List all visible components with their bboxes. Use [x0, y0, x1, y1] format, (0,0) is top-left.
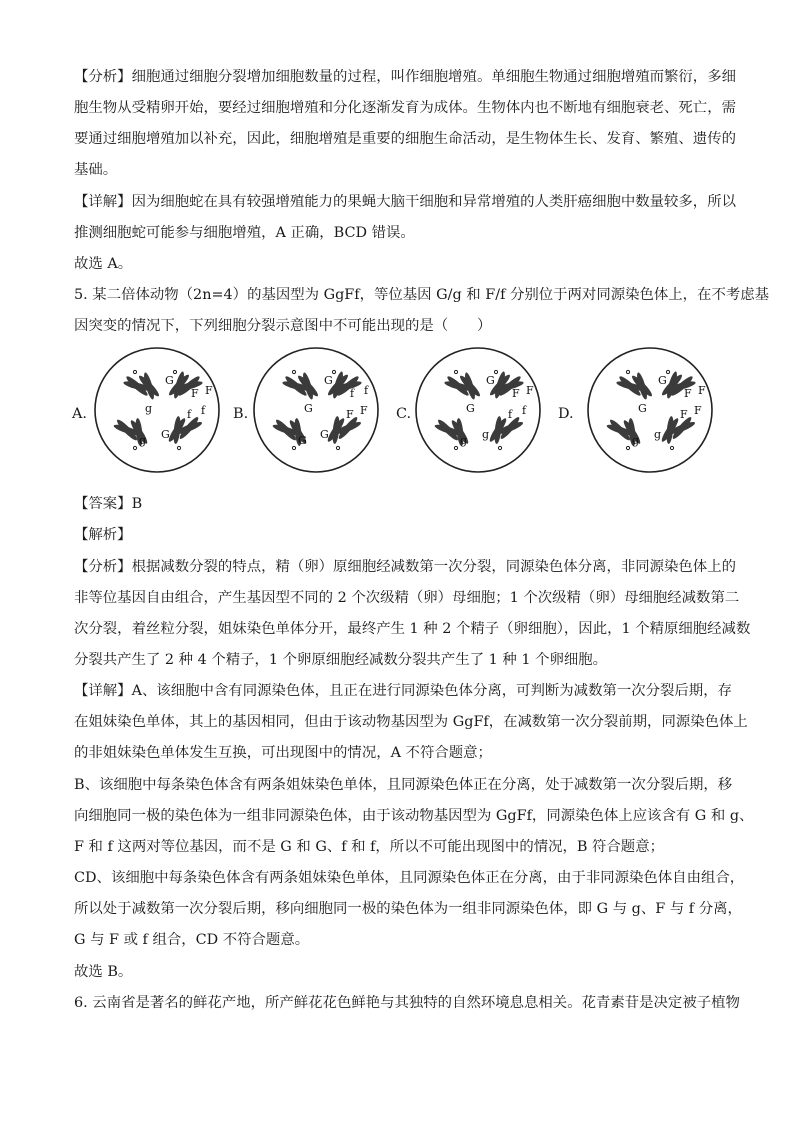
detail-line-2: 推测细胞蛇可能参与细胞增殖，A 正确，BCD 错误。 [74, 225, 415, 241]
gene-label: G [161, 428, 170, 441]
centromere-point [498, 446, 501, 449]
gene-label: F [694, 404, 702, 417]
centromere-point [133, 446, 136, 449]
detail-line-1: 【详解】因为细胞蛇在具有较强增殖能力的果蝇大脑干细胞和异常增殖的人类肝癌细胞中数量较多，所以 [74, 194, 736, 210]
answer-line: 【答案】B [74, 496, 143, 512]
option-b-label: B. [233, 406, 249, 422]
gene-label: g [482, 428, 490, 441]
gene-label: G [658, 374, 667, 387]
exp-detail-line-3: 的非姐妹染色单体发生互换，可出现图中的情况，A 不符合题意； [74, 745, 492, 761]
gene-label: f [187, 408, 192, 421]
cell-b [254, 348, 378, 472]
analysis-line-4: 基础。 [74, 162, 118, 178]
gene-label: G [304, 402, 313, 415]
option-d-label: D. [558, 406, 574, 422]
exp-detail-line-5: 向细胞同一极的染色体为一组非同源染色体，由于该动物基因型为 GgFf，同源染色体上应该含有 G 和 g、 [74, 808, 754, 824]
exp-detail-line-7: CD、该细胞中每条染色体含有两条姐妹染色单体，且同源染色体正在分离，由于非同源染色体自由组合， [74, 870, 745, 886]
gene-label: G [324, 374, 333, 387]
analysis-line-1: 【分析】细胞通过细胞分裂增加细胞数量的过程，叫作细胞增殖。单细胞生物通过细胞增殖而繁衍，多细 [74, 69, 736, 85]
gene-label: g [632, 434, 640, 447]
exp-analysis-line-3: 次分裂，着丝粒分裂，姐妹染色单体分开，最终产生 1 种 2 个精子（卵细胞），因此，1 个精原细胞经减数 [74, 621, 751, 637]
centromere-point [133, 370, 136, 373]
exp-analysis-line-1: 【分析】根据减数分裂的特点，精（卵）原细胞经减数第一次分裂，同源染色体分离，非同源染色体上的 [74, 559, 736, 575]
analysis-line-2: 胞生物从受精卵开始，要经过细胞增殖和分化逐渐发育为成体。生物体内也不断地有细胞衰老、死亡，需 [74, 100, 736, 116]
gene-label: G [165, 374, 174, 387]
gene-label: F [680, 408, 688, 421]
gene-label: F [205, 384, 213, 397]
centromere-point [336, 446, 339, 449]
gene-label: F [526, 384, 534, 397]
cell-c [416, 348, 540, 472]
gene-label: F [346, 408, 354, 421]
centromere-point [670, 446, 673, 449]
exp-choice-line: 故选 B。 [74, 964, 133, 980]
centromere-point [494, 370, 497, 373]
exp-detail-line-8: 所以处于减数第一次分裂后期，移向细胞同一极的染色体为一组非同源染色体，即 G 与 g、F 与 f 分离， [74, 901, 742, 917]
centromere-point [177, 446, 180, 449]
option-a-label: A. [72, 406, 87, 422]
gene-label: f [350, 387, 355, 400]
gene-label: f [522, 404, 527, 417]
gene-label: f [364, 384, 369, 397]
analysis-line-3: 要通过细胞增殖加以补充，因此，细胞增殖是重要的细胞生命活动，是生物体生长、发育、繁殖、遗传的 [74, 131, 736, 147]
centromere-point [332, 370, 335, 373]
exp-detail-line-9: G 与 F 或 f 组合，CD 不符合题意。 [74, 932, 310, 948]
gene-label: G [320, 428, 329, 441]
centromere-point [454, 446, 457, 449]
option-c-label: C. [396, 406, 412, 422]
gene-label: G [638, 402, 647, 415]
exp-analysis-line-2: 非等位基因自由组合，产生基因型不同的 2 个次级精（卵）母细胞；1 个次级精（卵）母细胞经减数第二 [74, 590, 740, 606]
question-5-line-1: 5. 某二倍体动物（2n=4）的基因型为 GgFf，等位基因 G/g 和 F/f 分别位于两对同源染色体上，在不考虑基 [74, 287, 770, 303]
exp-detail-line-4: B、该细胞中每条染色体含有两条姐妹染色单体，且同源染色体正在分离，处于减数第一次分裂后期，移 [74, 777, 733, 793]
gene-label: g [654, 428, 662, 441]
explanation-heading: 【解析】 [74, 527, 132, 543]
centromere-point [292, 370, 295, 373]
gene-label: F [360, 404, 368, 417]
gene-label: g [145, 402, 153, 415]
gene-label: G [466, 402, 475, 415]
centromere-point [292, 446, 295, 449]
exp-detail-line-1: 【详解】A、该细胞中含有同源染色体，且正在进行同源染色体分离，可判断为减数第一次分裂后期，存 [74, 683, 732, 699]
gene-label: F [512, 387, 520, 400]
gene-label: G [298, 434, 307, 447]
choice-line: 故选 A。 [74, 256, 133, 272]
centromere-point [454, 370, 457, 373]
exp-analysis-line-4: 分裂共产生了 2 种 4 个精子，1 个卵原细胞经减数分裂共产生了 1 种 1 个卵细胞。 [74, 652, 608, 668]
gene-label: f [508, 408, 513, 421]
gene-label: g [139, 434, 147, 447]
cell-d [588, 348, 712, 472]
centromere-point [626, 446, 629, 449]
gene-label: F [684, 387, 692, 400]
gene-label: f [201, 404, 206, 417]
centromere-point [626, 370, 629, 373]
gene-label: g [460, 434, 468, 447]
gene-label: F [698, 384, 706, 397]
gene-label: F [191, 387, 199, 400]
question-6-line-1: 6. 云南省是著名的鲜花产地，所产鲜花花色鲜艳与其独特的自然环境息息相关。花青素苷是决定被子植物 [74, 995, 740, 1011]
cell-a [95, 348, 219, 472]
gene-label: G [486, 374, 495, 387]
exp-detail-line-6: F 和 f 这两对等位基因，而不是 G 和 G、f 和 f，所以不可能出现图中的情况，B 符合题意； [74, 839, 664, 855]
question-5-line-2: 因突变的情况下，下列细胞分裂示意图中不可能出现的是（ ） [74, 318, 492, 334]
centromere-point [666, 370, 669, 373]
exp-detail-line-2: 在姐妹染色单体，其上的基因相同，但由于该动物基因型为 GgFf，在减数第一次分裂前期，同源染色体上 [74, 714, 748, 730]
centromere-point [173, 370, 176, 373]
